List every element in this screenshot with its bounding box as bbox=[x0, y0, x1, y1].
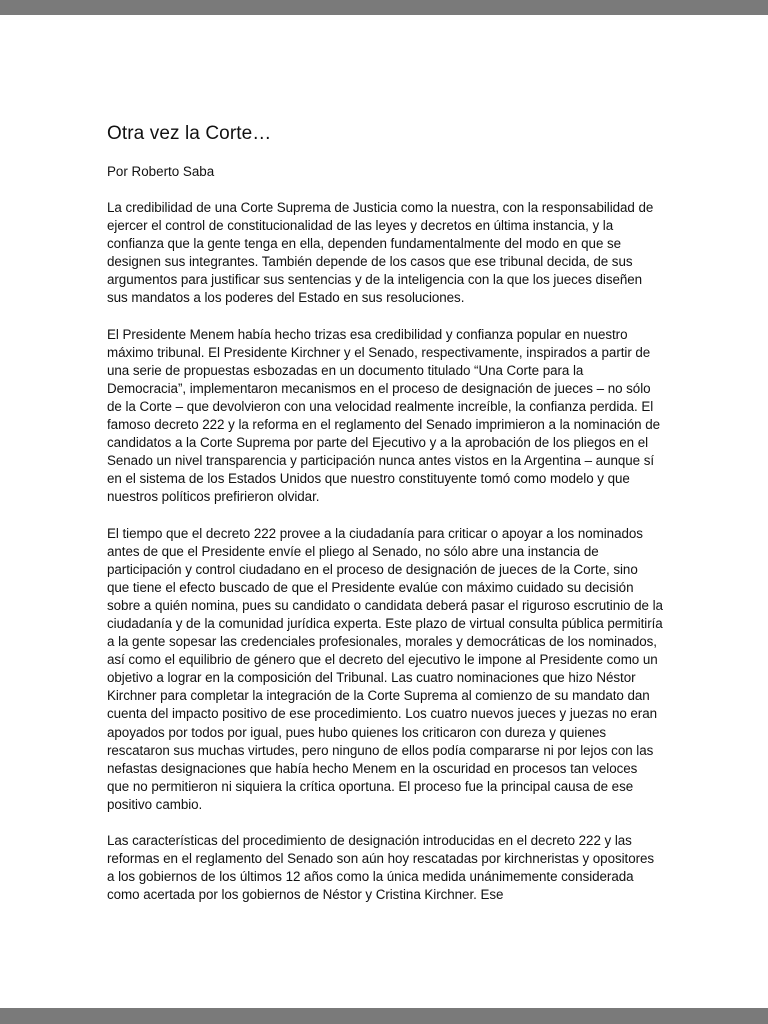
paragraph-3: El tiempo que el decreto 222 provee a la ciudadanía para criticar o apoyar a los nominados antes de que el Presidente envíe el pliego al Senado, no sólo abre una instancia de participación y control ciudadano en el proceso de designación de jueces de la Corte, sino que tiene el efecto buscado de que el Presidente evalúe con máximo cuidado su decisión sobre a quién nomina, pues su candidato o candidata deberá pasar el riguroso escrutinio de la ciudadanía y de la comunidad jurídica experta. Este plazo de virtual consulta pública permitiría a la gente sopesar las credenciales profesionales, morales y democráticas de los nominados, así como el equilibrio de género que el decreto del ejecutivo le impone al Presidente como un objetivo a lograr en la composición del Tribunal. Las cuatro nominaciones que hizo Néstor Kirchner para completar la integración de la Corte Suprema al comienzo de su mandato dan cuenta del impacto positivo de ese procedimiento. Los cuatro nuevos jueces y juezas no eran apoyados por todos por igual, pues hubo quienes los criticaron con dureza y quienes rescataron sus muchas virtudes, pero ninguno de ellos podía compararse ni por lejos con las nefastas designaciones que había hecho Menem en la oscuridad en procesos tan veloces que no permitieron ni siquiera la crítica oportuna. El proceso fue la principal causa de ese positivo cambio. bbox=[107, 525, 663, 812]
document-content bbox=[107, 122, 663, 922]
paragraph-2: El Presidente Menem había hecho trizas esa credibilidad y confianza popular en nuestro máximo tribunal. El Presidente Kirchner y el Senado, respectivamente, inspirados a partir de una serie de propuestas esbozadas en un documento titulado “Una Corte para la Democracia”, implementaron mecanismos en el proceso de designación de jueces – no sólo de la Corte – que devolvieron con una velocidad realmente increíble, la confianza perdida. El famoso decreto 222 y la reforma en el reglamento del Senado imprimieron a la nominación de candidatos a la Corte Suprema por parte del Ejecutivo y a la aprobación de los pliegos en el Senado un nivel transparencia y participación nunca antes vistos en la Argentina – aunque sí en el sistema de los Estados Unidos que nuestro constituyente tomó como modelo y que nuestros políticos prefirieron olvidar. bbox=[107, 326, 661, 505]
paragraph-4: Las características del procedimiento de designación introducidas en el decreto 222 y las reformas en el reglamento del Senado son aún hoy rescatadas por kirchneristas y opositores a los gobiernos de los últimos 12 años como la única medida unánimemente considerada como acertada por los gobiernos de Néstor y Cristina Kirchner. Ese bbox=[107, 833, 655, 903]
document-title: Otra vez la Corte… bbox=[107, 123, 272, 144]
document-author: Por Roberto Saba bbox=[107, 164, 215, 179]
paragraph-1: La credibilidad de una Corte Suprema de Justicia como la nuestra, con la responsabilidad de ejercer el control de constitucionalidad de las leyes y decretos en última instancia, y la confianza que la gente tenga en ella, dependen fundamentalmente del modo en que se designen sus integrantes. También depende de los casos que ese tribunal decida, de sus argumentos para justificar sus sentencias y de la inteligencia con la que los jueces diseñen sus mandatos a los poderes del Estado en sus resoluciones. bbox=[107, 200, 654, 306]
document-page bbox=[0, 15, 768, 1008]
